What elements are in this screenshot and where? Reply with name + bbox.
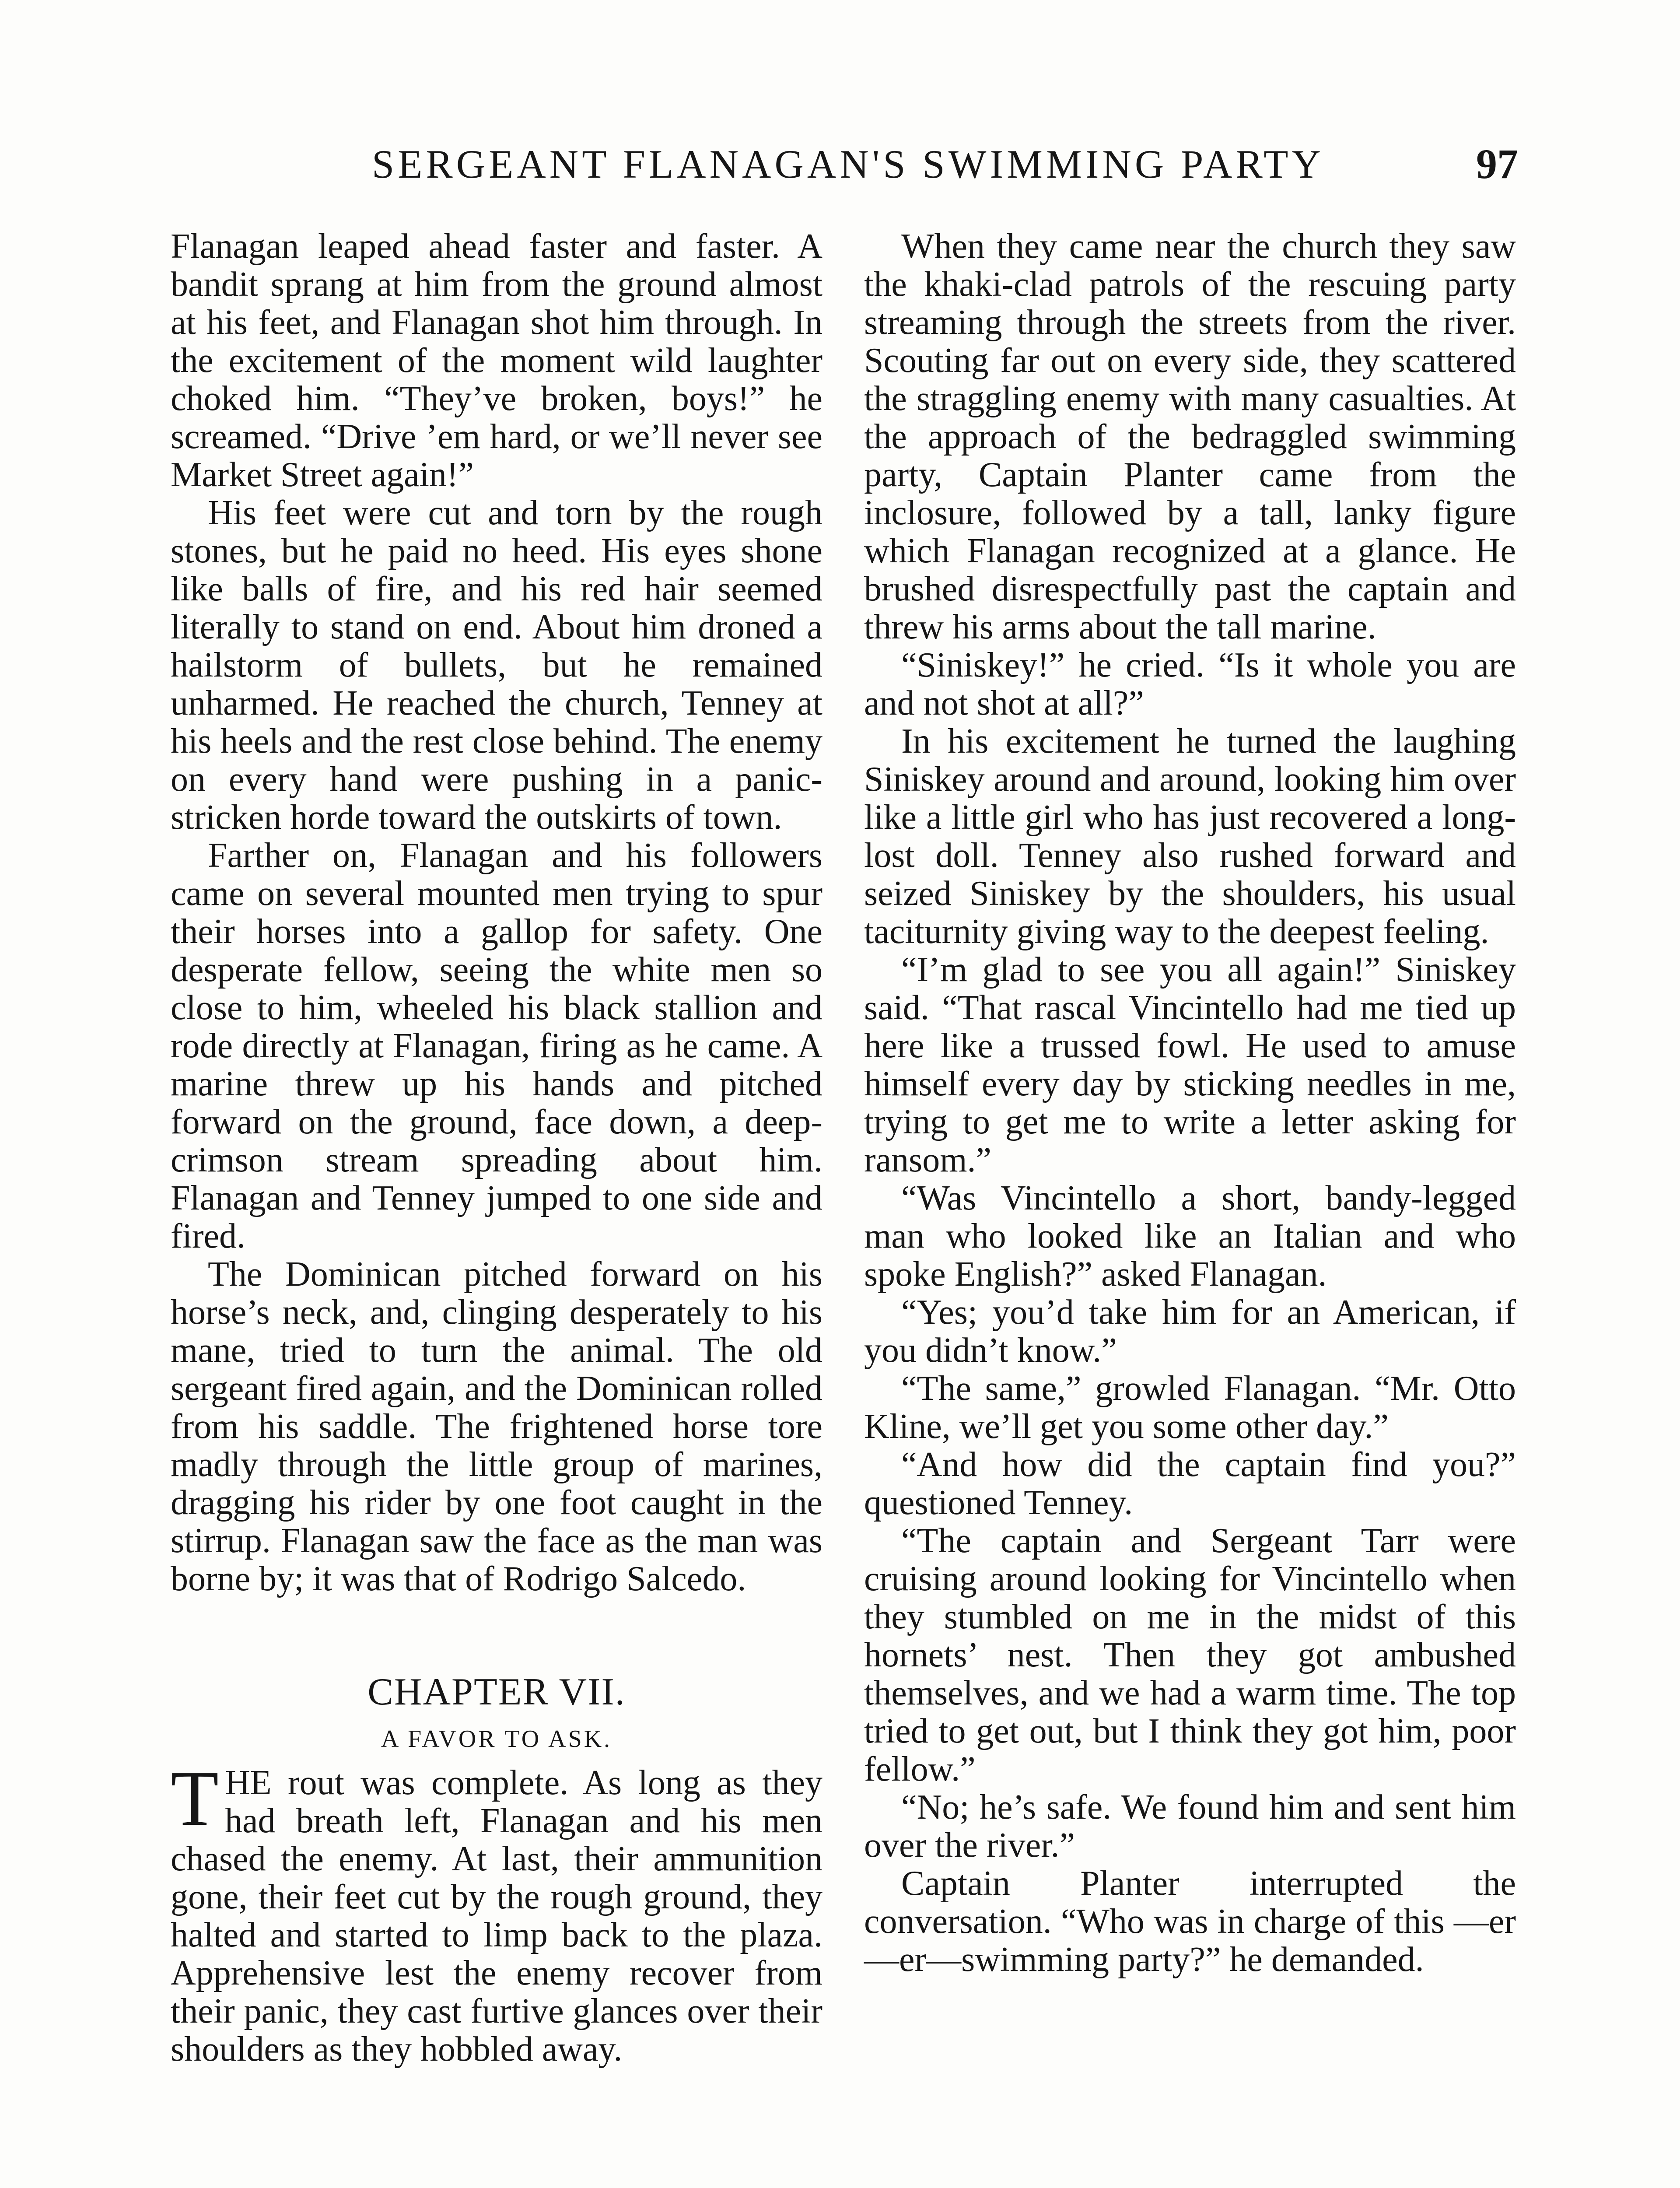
paragraph: “Was Vincintello a short, bandy-legged man who looked like an Italian and who spoke English?” asked Flanagan. — [864, 1179, 1516, 1294]
chapter-opening-text: HE rout was complete. As long as they had breath left, Flanagan and his men chased the enemy. At last, their ammunition gone, their feet cut by the rough ground, they halted and started to limp back to the plaza. Apprehensive lest the enemy recover from their panic, they cast furtive glances over their shoulders as they hobbled away. — [171, 1764, 822, 2069]
paragraph: “The same,” growled Flanagan. “Mr. Otto Kline, we’ll get you some other day.” — [864, 1369, 1516, 1446]
page-number: 97 — [1476, 140, 1518, 187]
running-head — [171, 140, 1518, 193]
paragraph: “The captain and Sergeant Tarr were cruising around looking for Vincintello when they stumbled on me in the midst of this hornets’ nest. Then they got ambushed themselves, and we had a warm time. The top tried to get out, but I think they got him, poor fellow.” — [864, 1522, 1516, 1788]
paragraph: Captain Planter interrupted the conversation. “Who was in charge of this —er—er—swimming party?” he demanded. — [864, 1864, 1516, 1979]
left-column — [171, 228, 822, 2069]
paragraph: “Yes; you’d take him for an American, if you didn’t know.” — [864, 1293, 1516, 1370]
drop-cap: T — [171, 1755, 219, 1842]
paragraph: Flanagan leaped ahead faster and faster. A bandit sprang at him from the ground almost at his feet, and Flanagan shot him through. In the excitement of the moment wild laughter choked him. “They’ve broken, boys!” he screamed. “Drive ’em hard, or we’ll never see Market Street again!” — [171, 227, 822, 494]
chapter-subtitle: A FAVOR TO ASK. — [381, 1725, 612, 1753]
paragraph: His feet were cut and torn by the rough stones, but he paid no heed. His eyes shone like balls of fire, and his red hair seemed literally to stand on end. About him droned a hailstorm of bullets, but he remained unharmed. He reached the church, Tenney at his heels and the rest close behind. The enemy on every hand were pushing in a panic-stricken horde toward the outskirts of town. — [171, 494, 822, 837]
chapter-opening-paragraph — [171, 1755, 822, 2069]
paragraph: “No; he’s safe. We found him and sent him over the river.” — [864, 1788, 1516, 1865]
right-column — [864, 228, 1516, 1979]
paragraph: “And how did the captain find you?” questioned Tenney. — [864, 1445, 1516, 1522]
paragraph: When they came near the church they saw the khaki-clad patrols of the rescuing party streaming through the streets from the river. Scouting far out on every side, they scattered the straggling enemy with many casualties. At the approach of the bedraggled swimming party, Captain Planter came from the inclosure, followed by a tall, lanky figure which Flanagan recognized at a glance. He brushed disrespectfully past the captain and threw his arms about the tall marine. — [864, 227, 1516, 646]
paragraph: “Siniskey!” he cried. “Is it whole you are and not shot at all?” — [864, 646, 1516, 722]
paragraph: The Dominican pitched forward on his horse’s neck, and, clinging desperately to his mane, tried to turn the animal. The old sergeant fired again, and the Dominican rolled from his saddle. The frightened horse tore madly through the little group of marines, dragging his rider by one foot caught in the stirrup. Flanagan saw the face as the man was borne by; it was that of Rodrigo Salcedo. — [171, 1255, 822, 1598]
paragraph: In his excitement he turned the laughing Siniskey around and around, looking him over like a little girl who has just recovered a long-lost doll. Tenney also rushed forward and seized Siniskey by the shoulders, his usual taciturnity giving way to the deepest feeling. — [864, 722, 1516, 951]
paragraph: “I’m glad to see you all again!” Siniskey said. “That rascal Vincintello had me tied up here like a trussed fowl. He used to amuse himself every day by sticking needles in me, trying to get me to write a letter asking for ransom.” — [864, 950, 1516, 1179]
paragraph: Farther on, Flanagan and his followers came on several mounted men trying to spur their horses into a gallop for safety. One desperate fellow, seeing the white men so close to him, wheeled his black stallion and rode directly at Flanagan, firing as he came. A marine threw up his hands and pitched forward on the ground, face down, a deep-crimson stream spreading about him. Flanagan and Tenney jumped to one side and fired. — [171, 836, 822, 1255]
chapter-title: CHAPTER VII. — [368, 1671, 626, 1713]
running-title: SERGEANT FLANAGAN'S SWIMMING PARTY — [372, 142, 1324, 186]
